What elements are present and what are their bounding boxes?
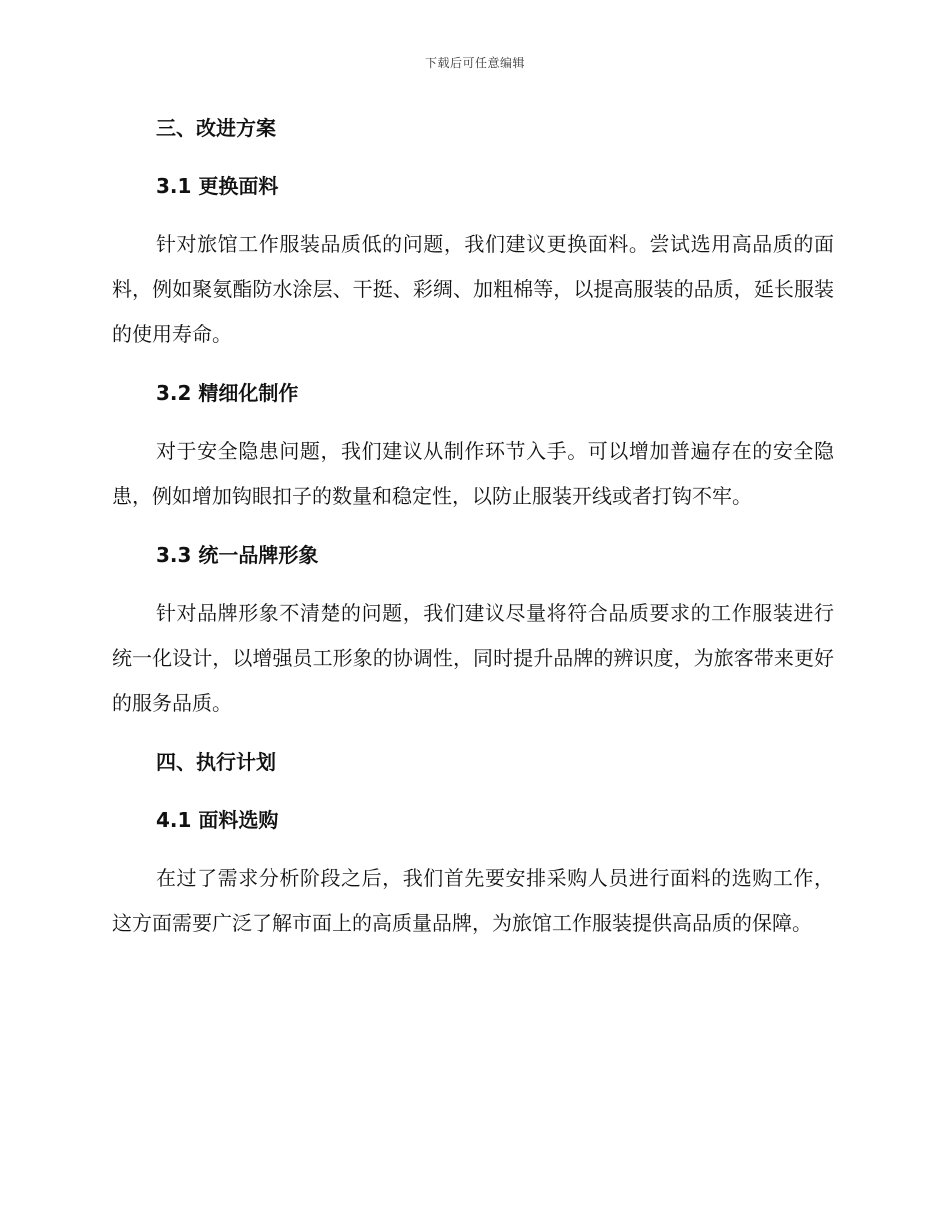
subsection-heading-3-3: 3.3 统一品牌形象 (156, 543, 319, 567)
page-header-note: 下载后可任意编辑 (424, 56, 525, 70)
section-heading-4: 四、执行计划 (156, 750, 276, 774)
paragraph-3-2: 对于安全隐患问题，我们建议从制作环节入手。可以增加普遍存在的安全隐患，例如增加钩眼扣子的数量和稳定性，以防止服装开线或者打钩不牢。 (112, 439, 834, 508)
section-heading-3: 三、改进方案 (156, 116, 276, 140)
subsection-heading-3-2: 3.2 精细化制作 (156, 381, 299, 405)
subsection-heading-4-1: 4.1 面料选购 (156, 808, 279, 832)
paragraph-4-1: 在过了需求分析阶段之后，我们首先要安排采购人员进行面料的选购工作，这方面需要广泛了解市面上的高质量品牌，为旅馆工作服装提供高品质的保障。 (112, 866, 834, 935)
paragraph-3-3: 针对品牌形象不清楚的问题，我们建议尽量将符合品质要求的工作服装进行统一化设计，以增强员工形象的协调性，同时提升品牌的辨识度，为旅客带来更好的服务品质。 (112, 601, 834, 715)
document-body (112, 106, 834, 960)
paragraph-3-1: 针对旅馆工作服装品质低的问题，我们建议更换面料。尝试选用高品质的面料，例如聚氨酯防水涂层、干挺、彩绸、加粗棉等，以提高服装的品质，延长服装的使用寿命。 (112, 232, 834, 346)
subsection-heading-3-1: 3.1 更换面料 (156, 174, 279, 198)
